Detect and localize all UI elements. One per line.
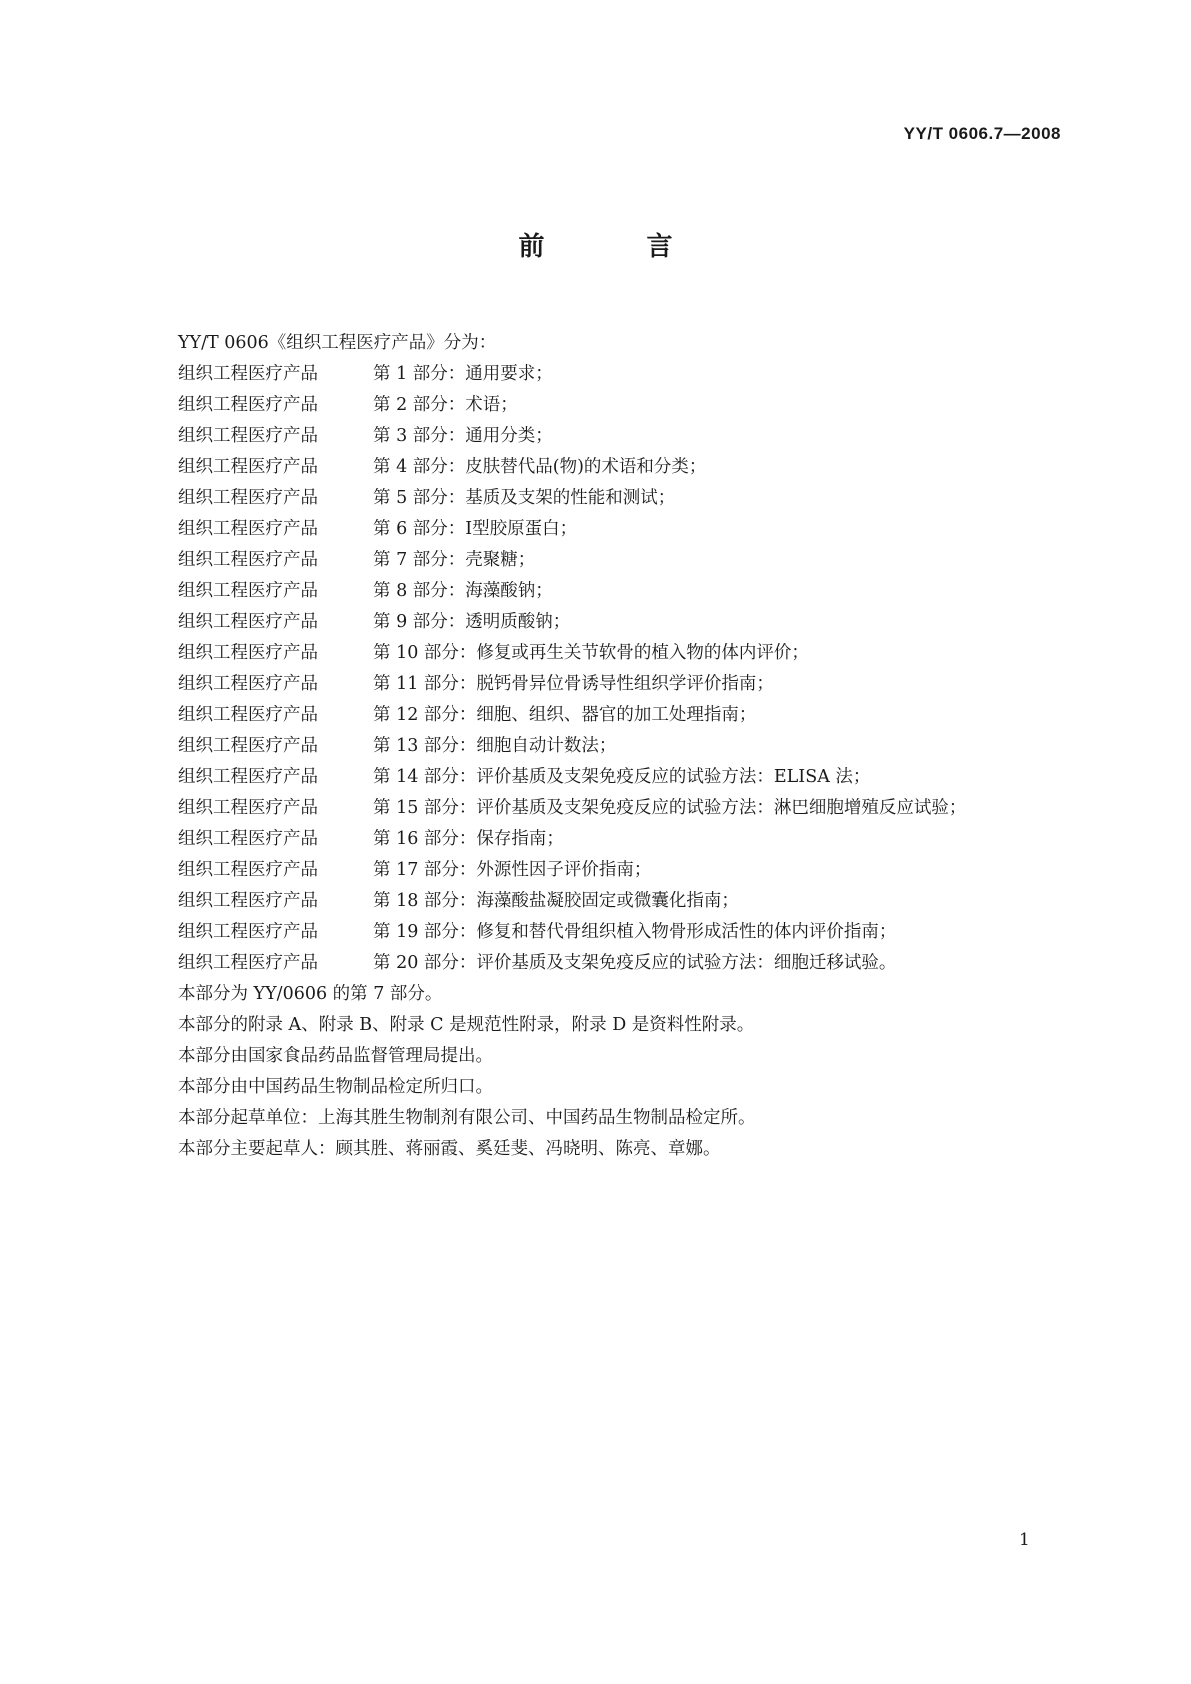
part-line <box>178 390 1078 421</box>
part-title: 第 18 部分：海藻酸盐凝胶固定或微囊化指南； <box>373 891 739 911</box>
part-title: 第 11 部分：脱钙骨异位骨诱导性组织学评价指南； <box>373 674 774 694</box>
part-line <box>178 359 1078 390</box>
statement-line: 本部分为 YY/0606 的第 7 部分。 <box>178 984 443 1004</box>
part-title: 第 9 部分：透明质酸钠； <box>373 612 571 632</box>
part-line <box>178 545 1078 576</box>
part-title: 第 14 部分：评价基质及支架免疫反应的试验方法：ELISA 法； <box>373 767 871 787</box>
part-line <box>178 886 1078 917</box>
part-title: 第 15 部分：评价基质及支架免疫反应的试验方法：淋巴细胞增殖反应试验； <box>373 798 967 818</box>
part-title: 第 8 部分：海藻酸钠； <box>373 581 553 601</box>
part-title: 第 12 部分：细胞、组织、器官的加工处理指南； <box>373 705 757 725</box>
part-line <box>178 917 1078 948</box>
part-line <box>178 793 1078 824</box>
part-line <box>178 762 1078 793</box>
page-number: 1 <box>1019 1530 1030 1550</box>
statements-list <box>178 979 1078 1165</box>
product-name: 组织工程医疗产品 <box>178 767 318 787</box>
part-title: 第 20 部分：评价基质及支架免疫反应的试验方法：细胞迁移试验。 <box>373 953 897 973</box>
product-name: 组织工程医疗产品 <box>178 736 318 756</box>
part-line <box>178 514 1078 545</box>
part-title: 第 6 部分：Ⅰ型胶原蛋白； <box>373 519 578 539</box>
part-title: 第 13 部分：细胞自动计数法； <box>373 736 617 756</box>
product-name: 组织工程医疗产品 <box>178 519 318 539</box>
statement-line: 本部分由国家食品药品监督管理局提出。 <box>178 1046 493 1066</box>
part-title: 第 2 部分：术语； <box>373 395 518 415</box>
part-title: 第 3 部分：通用分类； <box>373 426 553 446</box>
product-name: 组织工程医疗产品 <box>178 364 318 384</box>
part-line <box>178 731 1078 762</box>
parts-list <box>178 359 1078 979</box>
product-name: 组织工程医疗产品 <box>178 550 318 570</box>
part-line <box>178 452 1078 483</box>
product-name: 组织工程医疗产品 <box>178 829 318 849</box>
product-name: 组织工程医疗产品 <box>178 674 318 694</box>
part-title: 第 17 部分：外源性因子评价指南； <box>373 860 652 880</box>
part-line <box>178 483 1078 514</box>
statement-line: 本部分由中国药品生物制品检定所归口。 <box>178 1077 493 1097</box>
part-title: 第 16 部分：保存指南； <box>373 829 564 849</box>
part-line <box>178 948 1078 979</box>
product-name: 组织工程医疗产品 <box>178 457 318 477</box>
product-name: 组织工程医疗产品 <box>178 581 318 601</box>
product-name: 组织工程医疗产品 <box>178 612 318 632</box>
part-title: 第 4 部分：皮肤替代品(物)的术语和分类； <box>373 457 707 477</box>
product-name: 组织工程医疗产品 <box>178 922 318 942</box>
product-name: 组织工程医疗产品 <box>178 705 318 725</box>
part-line <box>178 824 1078 855</box>
product-name: 组织工程医疗产品 <box>178 798 318 818</box>
part-title: 第 7 部分：壳聚糖； <box>373 550 536 570</box>
statement-line: 本部分起草单位：上海其胜生物制剂有限公司、中国药品生物制品检定所。 <box>178 1108 756 1128</box>
part-line <box>178 700 1078 731</box>
part-line <box>178 855 1078 886</box>
product-name: 组织工程医疗产品 <box>178 426 318 446</box>
part-line <box>178 421 1078 452</box>
part-line <box>178 669 1078 700</box>
product-name: 组织工程医疗产品 <box>178 891 318 911</box>
product-name: 组织工程医疗产品 <box>178 953 318 973</box>
product-name: 组织工程医疗产品 <box>178 395 318 415</box>
foreword-body <box>178 328 1078 1165</box>
part-line <box>178 607 1078 638</box>
page-title: 前 言 <box>518 232 711 262</box>
part-line <box>178 638 1078 669</box>
product-name: 组织工程医疗产品 <box>178 643 318 663</box>
statement-line: 本部分的附录 A、附录 B、附录 C 是规范性附录，附录 D 是资料性附录。 <box>178 1015 755 1035</box>
product-name: 组织工程医疗产品 <box>178 860 318 880</box>
statement-line: 本部分主要起草人：顾其胜、蒋丽霞、奚廷斐、冯晓明、陈亮、章娜。 <box>178 1139 721 1159</box>
intro-line: YY/T 0606《组织工程医疗产品》分为： <box>178 333 497 353</box>
part-title: 第 1 部分：通用要求； <box>373 364 553 384</box>
part-title: 第 19 部分：修复和替代骨组织植入物骨形成活性的体内评价指南； <box>373 922 897 942</box>
product-name: 组织工程医疗产品 <box>178 488 318 508</box>
document-code: YY/T 0606.7—2008 <box>903 124 1061 143</box>
part-line <box>178 576 1078 607</box>
part-title: 第 10 部分：修复或再生关节软骨的植入物的体内评价； <box>373 643 809 663</box>
part-title: 第 5 部分：基质及支架的性能和测试； <box>373 488 676 508</box>
